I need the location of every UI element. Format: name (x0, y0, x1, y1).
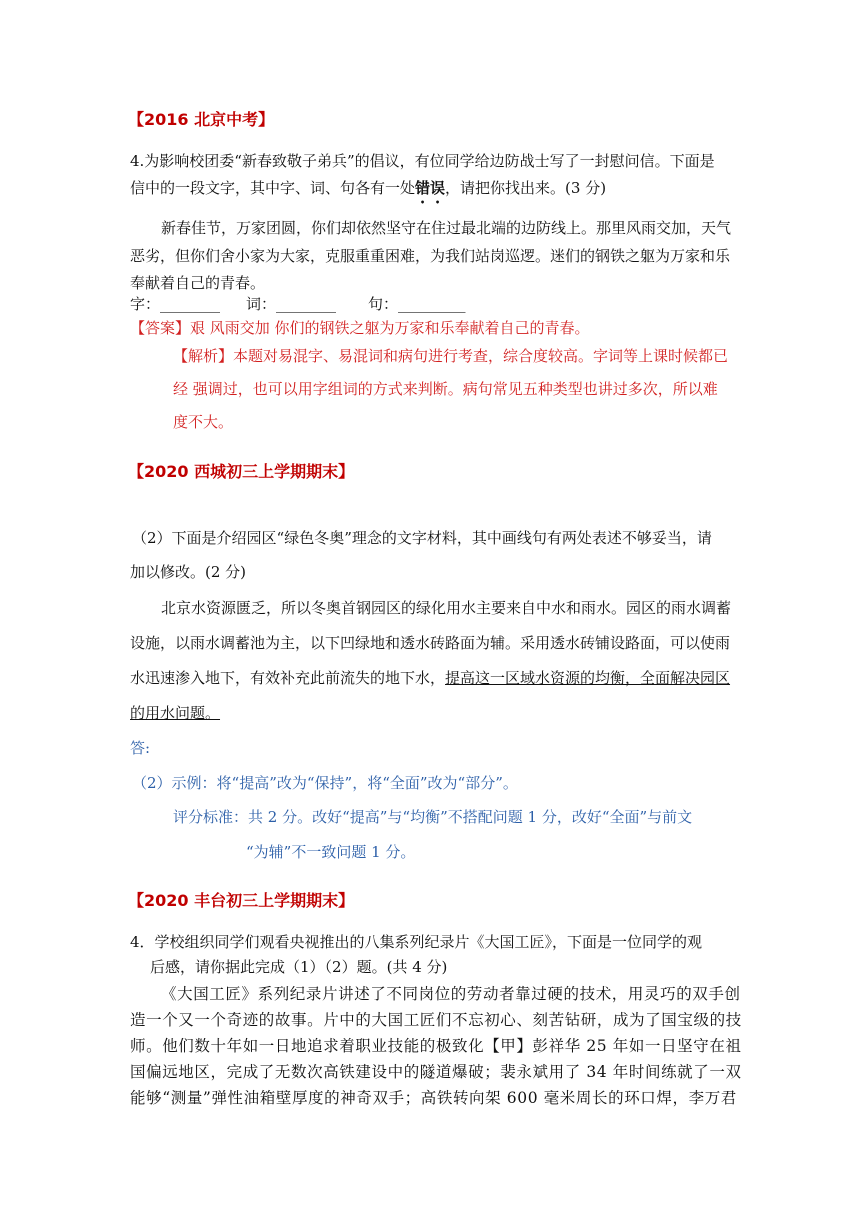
blank-zi: 字：________ (130, 295, 221, 313)
answer-2016: 【答案】艰 风雨交加 你们的钢铁之躯为万家和乐奉献着自己的青春。 (130, 319, 590, 337)
question-4b-line2: 后感，请你据此完成（1）（2）题。(共 4 分) (150, 958, 448, 976)
question-4-text: 信中的一段文字，其中字、词、句各有一处 (130, 179, 416, 197)
review-line4: 国偏远地区，完成了无数次高铁建设中的隧道爆破；裴永斌用了 34 年时间练就了一双 (130, 1063, 742, 1081)
underlined-sentence-b: 的用水问题。 (130, 704, 221, 722)
scoring-line2: “为辅”不一致问题 1 分。 (246, 843, 416, 861)
analysis-line2: 经 强调过，也可以用字组词的方式来判断。病句常见五种类型也讲过多次，所以难 (173, 380, 718, 398)
blank-ju: 句：_________ (368, 295, 466, 313)
question-4-line1: 4.为影响校团委“新春致敬子弟兵”的倡议，有位同学给边防战士写了一封慰问信。下面是 (130, 152, 715, 170)
material-line3-text: 水迅速渗入地下，有效补充此前流失的地下水， (130, 669, 446, 687)
material-line1: 北京水资源匮乏，所以冬奥首钢园区的绿化用水主要来自中水和雨水。园区的雨水调蓄 (161, 599, 732, 617)
review-line5: 能够“测量”弹性油箱壁厚度的神奇双手；高铁转向架 600 毫米周长的环口焊，李万君 (130, 1089, 737, 1107)
passage-line1: 新春佳节，万家团圆，你们却依然坚守在住过最北端的边防线上。那里风雨交加，天气 (161, 219, 732, 237)
analysis-line1: 【解析】本题对易混字、易混词和病句进行考查，综合度较高。字词等上课时候都已 (173, 347, 729, 365)
question-2-line1: （2）下面是介绍园区“绿色冬奥”理念的文字材料，其中画线句有两处表述不够妥当，请 (132, 529, 712, 547)
section-heading-fengtai: 【2020 丰台初三上学期期末】 (128, 891, 355, 910)
error-emphasis: 错误 (415, 179, 446, 197)
review-line1: 《大国工匠》系列纪录片讲述了不同岗位的劳动者靠过硬的技术，用灵巧的双手创 (161, 985, 741, 1003)
review-line3: 师。他们数十年如一日地追求着职业技能的极致化【甲】彭祥华 25 年如一日坚守在祖 (130, 1037, 742, 1055)
question-4-tail: ，请把你找出来。(3 分) (445, 179, 607, 197)
underlined-sentence-a: 提高这一区域水资源的均衡，全面解决园区 (445, 669, 731, 687)
review-line2: 造一个又一个奇迹的故事。片中的大国工匠们不忘初心、刻苦钻研，成为了国宝级的技 (130, 1011, 742, 1029)
question-4-line2 (130, 177, 606, 207)
answer-example: （2）示例：将“提高”改为“保持”，将“全面”改为“部分”。 (132, 774, 518, 792)
answer-label: 答: (130, 739, 151, 757)
passage-line2: 恶劣，但你们舍小家为大家，克服重重困难，为我们站岗巡逻。迷们的钢铁之躯为万家和乐 (130, 247, 731, 265)
blank-ci: 词：________ (246, 295, 337, 313)
section-heading-2016: 【2016 北京中考】 (128, 110, 275, 129)
passage-line3: 奉献着自己的青春。 (130, 274, 266, 292)
analysis-line3: 度不大。 (173, 413, 234, 431)
scoring-line1: 评分标准：共 2 分。改好“提高”与“均衡”不搭配问题 1 分，改好“全面”与前文 (173, 808, 693, 826)
question-4b-line1: 4．学校组织同学们观看央视推出的八集系列纪录片《大国工匠》，下面是一位同学的观 (130, 933, 703, 951)
question-2-line2: 加以修改。(2 分) (130, 563, 247, 581)
material-line2: 设施，以雨水调蓄池为主，以下凹绿地和透水砖路面为辅。采用透水砖铺设路面，可以使雨 (130, 634, 731, 652)
section-heading-xicheng: 【2020 西城初三上学期期末】 (128, 462, 355, 481)
material-line3 (130, 667, 730, 688)
